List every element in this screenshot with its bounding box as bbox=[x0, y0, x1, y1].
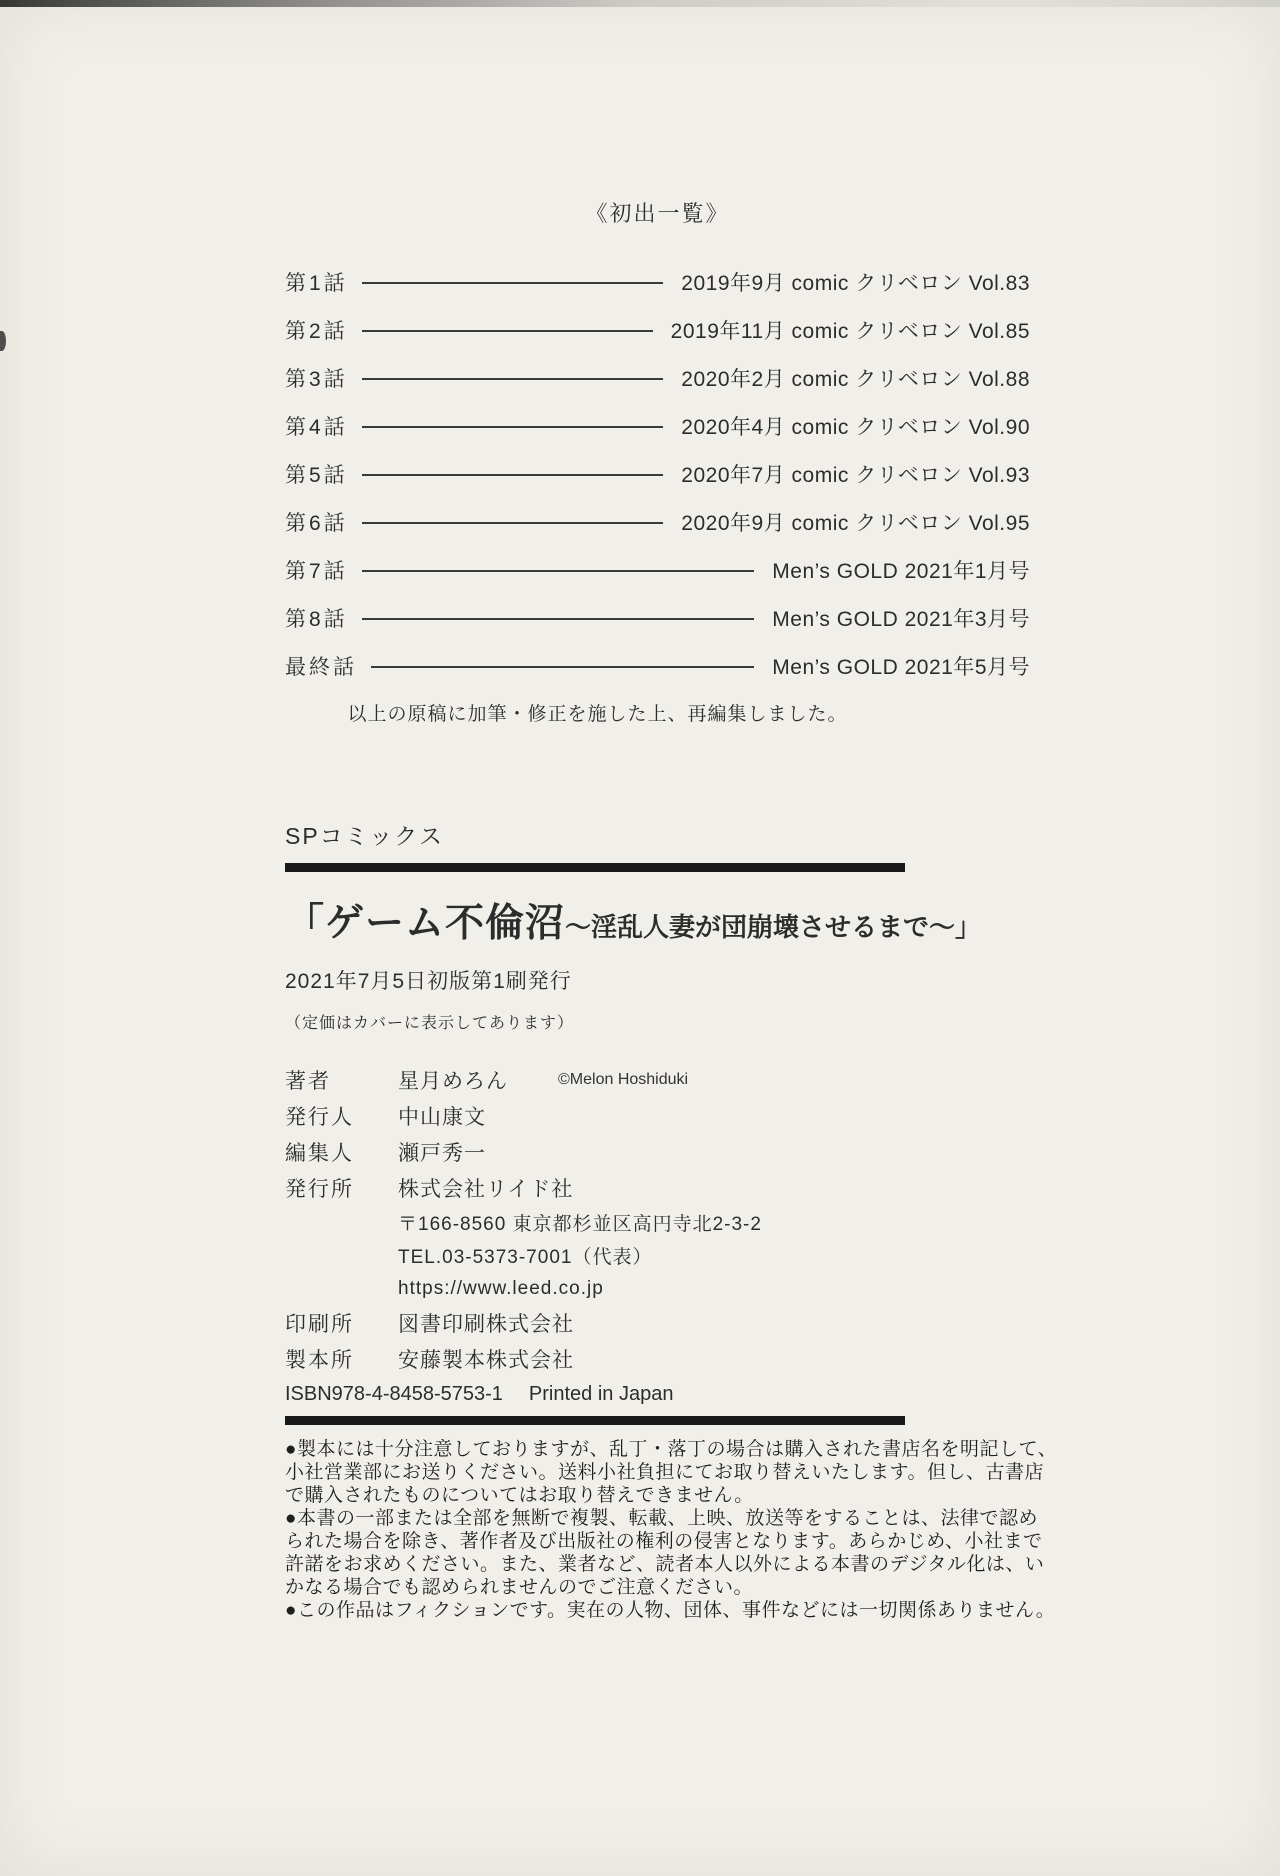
credit-row-publisher-company bbox=[285, 1170, 1045, 1206]
chapter-source: 2019年11月 comic クリベロン Vol.85 bbox=[670, 320, 1030, 343]
leader-line bbox=[362, 570, 755, 572]
edition-line: 2021年7月5日初版第1刷発行 bbox=[285, 970, 572, 993]
chapter-label: 第7話 bbox=[285, 560, 348, 583]
divider-bar-bottom bbox=[285, 1416, 905, 1425]
legal-line: 小社営業部にお送りください。送料小社負担にてお取り替えいたします。但し、古書店 bbox=[285, 1462, 1044, 1483]
leader-line bbox=[362, 378, 664, 380]
chapter-row bbox=[285, 258, 1030, 306]
chapter-row bbox=[285, 354, 1030, 402]
publisher-phone: TEL.03-5373-7001（代表） bbox=[398, 1247, 653, 1268]
leader-line bbox=[362, 474, 664, 476]
printed-in-japan: Printed in Japan bbox=[528, 1382, 674, 1405]
credit-row-printer bbox=[285, 1305, 1045, 1341]
reedit-note: 以上の原稿に加筆・修正を施した上、再編集しました。 bbox=[347, 704, 848, 725]
credit-value: 図書印刷株式会社 bbox=[398, 1313, 574, 1336]
credit-row-phone bbox=[285, 1239, 1045, 1272]
chapter-list bbox=[285, 258, 1030, 690]
chapter-row bbox=[285, 306, 1030, 354]
credit-row-editor bbox=[285, 1134, 1045, 1170]
first-publication-section bbox=[285, 200, 1030, 728]
scan-top-edge-artifact bbox=[0, 0, 1280, 7]
legal-line: ●製本には十分注意しておりますが、乱丁・落丁の場合は購入された書店名を明記して、 bbox=[285, 1439, 1058, 1460]
chapter-source: 2020年2月 comic クリベロン Vol.88 bbox=[681, 368, 1030, 391]
chapter-row bbox=[285, 642, 1030, 690]
credit-value: 星月めろん bbox=[398, 1070, 508, 1093]
chapter-label: 最終話 bbox=[285, 656, 357, 679]
credit-label: 著者 bbox=[285, 1070, 331, 1093]
credit-value: 中山康文 bbox=[398, 1106, 486, 1129]
legal-line: かなる場合でも認められませんのでご注意ください。 bbox=[285, 1577, 754, 1598]
chapter-source: 2019年9月 comic クリベロン Vol.83 bbox=[681, 272, 1030, 295]
leader-line bbox=[362, 618, 755, 620]
chapter-label: 第1話 bbox=[285, 272, 348, 295]
chapter-source: Men’s GOLD 2021年1月号 bbox=[772, 560, 1030, 583]
chapter-source: 2020年9月 comic クリベロン Vol.95 bbox=[681, 512, 1030, 535]
credits-section bbox=[285, 1062, 1045, 1409]
chapter-label: 第3話 bbox=[285, 368, 348, 391]
chapter-source: Men’s GOLD 2021年3月号 bbox=[772, 608, 1030, 631]
chapter-label: 第6話 bbox=[285, 512, 348, 535]
credit-value: 安藤製本株式会社 bbox=[398, 1349, 574, 1372]
leader-line bbox=[362, 426, 664, 428]
book-title-section bbox=[285, 818, 1030, 1033]
chapter-label: 第4話 bbox=[285, 416, 348, 439]
chapter-label: 第8話 bbox=[285, 608, 348, 631]
legal-line: られた場合を除き、著作者及び出版社の権利の侵害となります。あらかじめ、小社まで bbox=[285, 1531, 1043, 1552]
credit-label: 製本所 bbox=[285, 1349, 354, 1372]
leader-line bbox=[362, 282, 664, 284]
chapter-label: 第5話 bbox=[285, 464, 348, 487]
legal-section bbox=[285, 1416, 1058, 1622]
book-title bbox=[285, 892, 1030, 948]
leader-line bbox=[371, 666, 754, 668]
price-note: （定価はカバーに表示してあります） bbox=[285, 1015, 575, 1032]
chapter-row bbox=[285, 546, 1030, 594]
book-title-sub: ～淫乱人妻が団崩壊させるまで～」 bbox=[565, 912, 982, 942]
leader-line bbox=[362, 522, 664, 524]
chapter-source: 2020年7月 comic クリベロン Vol.93 bbox=[681, 464, 1030, 487]
publisher-url: https://www.leed.co.jp bbox=[398, 1277, 604, 1299]
credit-row-url bbox=[285, 1272, 1045, 1305]
legal-notices bbox=[285, 1438, 1058, 1622]
divider-bar-top bbox=[285, 863, 905, 872]
chapter-row bbox=[285, 594, 1030, 642]
legal-line: ●本書の一部または全部を無断で複製、転載、上映、放送等をすることは、法律で認め bbox=[285, 1508, 1038, 1529]
book-title-main: 「ゲーム不倫沼 bbox=[285, 902, 566, 945]
copyright-credit: ©Melon Hoshiduki bbox=[558, 1071, 689, 1088]
legal-line: で購入されたものについてはお取り替えできません。 bbox=[285, 1485, 754, 1506]
chapter-source: 2020年4月 comic クリベロン Vol.90 bbox=[681, 416, 1030, 439]
leader-line bbox=[362, 330, 653, 332]
credit-label: 発行人 bbox=[285, 1106, 354, 1129]
credit-label: 印刷所 bbox=[285, 1313, 354, 1336]
credit-label: 発行所 bbox=[285, 1178, 354, 1201]
credit-row-binder bbox=[285, 1341, 1045, 1377]
chapter-row bbox=[285, 450, 1030, 498]
credit-row-author bbox=[285, 1062, 1045, 1098]
credit-row-address bbox=[285, 1206, 1045, 1239]
isbn-line bbox=[285, 1379, 1045, 1409]
credit-value: 株式会社リイド社 bbox=[398, 1178, 574, 1201]
isbn-number: ISBN978-4-8458-5753-1 bbox=[285, 1382, 503, 1405]
series-label: SPコミックス bbox=[285, 823, 444, 849]
scan-left-smudge-artifact bbox=[0, 331, 6, 351]
credit-row-publisher-person bbox=[285, 1098, 1045, 1134]
chapter-row bbox=[285, 402, 1030, 450]
legal-line: 許諾をお求めください。また、業者など、読者本人以外による本書のデジタル化は、い bbox=[285, 1554, 1045, 1575]
first-publication-heading: 《初出一覧》 bbox=[585, 201, 730, 226]
credit-value: 瀬戸秀一 bbox=[398, 1142, 486, 1165]
legal-line: ●この作品はフィクションです。実在の人物、団体、事件などには一切関係ありません。 bbox=[285, 1600, 1056, 1621]
chapter-source: Men’s GOLD 2021年5月号 bbox=[772, 656, 1030, 679]
chapter-row bbox=[285, 498, 1030, 546]
chapter-label: 第2話 bbox=[285, 320, 348, 343]
publisher-address: 〒166-8560 東京都杉並区高円寺北2-3-2 bbox=[398, 1214, 762, 1235]
credit-label: 編集人 bbox=[285, 1142, 354, 1165]
